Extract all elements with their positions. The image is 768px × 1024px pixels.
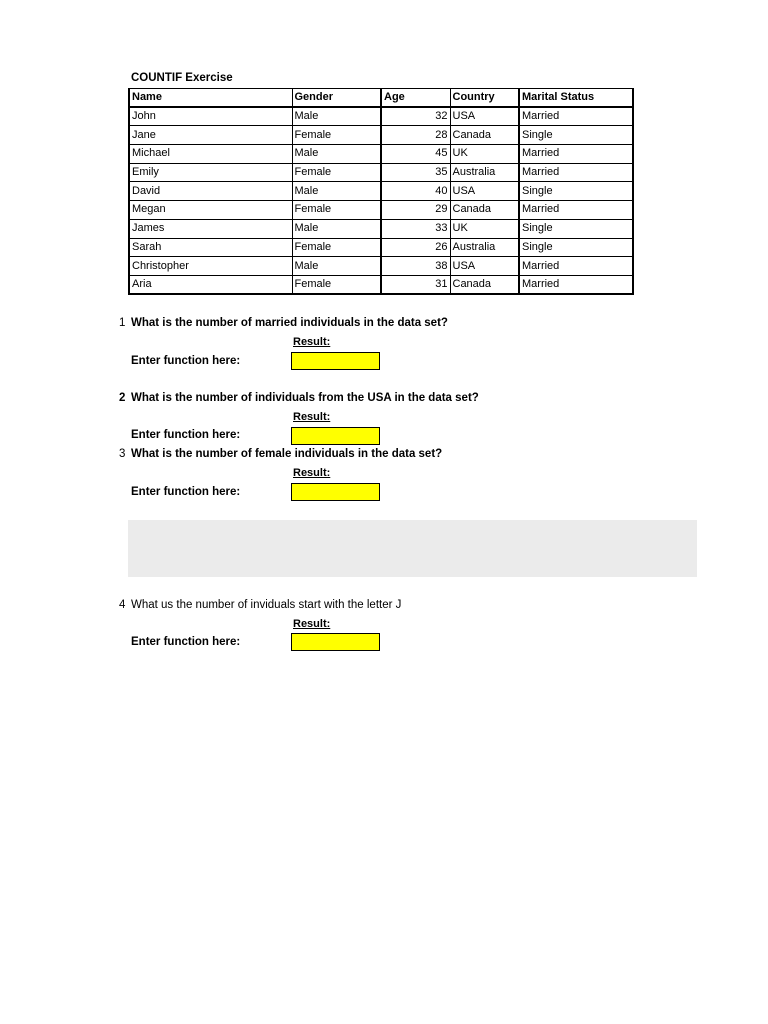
header-name[interactable]: Name [129,89,292,108]
cell-marital-status[interactable]: Married [519,163,633,182]
table-row [129,126,633,145]
cell-gender[interactable]: Female [292,238,381,257]
cell-marital-status[interactable]: Married [519,275,633,294]
header-marital-status[interactable]: Marital Status [519,89,633,108]
gray-placeholder-area [128,520,697,577]
cell-name[interactable]: Christopher [129,257,292,276]
question-number: 2 [119,392,126,404]
answer-cell-q3[interactable] [291,483,380,501]
cell-name[interactable]: John [129,107,292,126]
table-row [129,182,633,201]
enter-function-label: Enter function here: [131,429,241,441]
cell-age[interactable]: 29 [381,201,450,220]
result-label: Result: [293,336,331,348]
cell-marital-status[interactable]: Single [519,126,633,145]
question-number: 1 [119,317,126,329]
cell-country[interactable]: UK [450,145,519,164]
cell-age[interactable]: 38 [381,257,450,276]
table-row [129,163,633,182]
answer-cell-q4[interactable] [291,633,380,651]
answer-cell-q2[interactable] [291,427,380,445]
answer-cell-q1[interactable] [291,352,380,370]
header-gender[interactable]: Gender [292,89,381,108]
cell-age[interactable]: 40 [381,182,450,201]
cell-age[interactable]: 33 [381,219,450,238]
cell-gender[interactable]: Male [292,145,381,164]
cell-country[interactable]: UK [450,219,519,238]
cell-name[interactable]: Jane [129,126,292,145]
cell-marital-status[interactable]: Single [519,238,633,257]
cell-age[interactable]: 26 [381,238,450,257]
question-text: What is the number of female individuals in the data set? [131,448,443,460]
cell-age[interactable]: 35 [381,163,450,182]
table-row [129,257,633,276]
enter-function-label: Enter function here: [131,486,241,498]
cell-age[interactable]: 31 [381,275,450,294]
table-row [129,145,633,164]
cell-marital-status[interactable]: Single [519,182,633,201]
cell-country[interactable]: USA [450,182,519,201]
data-table [128,88,634,295]
result-label: Result: [293,618,331,630]
enter-function-label: Enter function here: [131,636,241,648]
table-row [129,275,633,294]
table-header-row [129,89,633,108]
question-text: What us the number of inviduals start with the letter J [131,599,402,611]
header-country[interactable]: Country [450,89,519,108]
table-row [129,107,633,126]
cell-gender[interactable]: Male [292,182,381,201]
cell-marital-status[interactable]: Married [519,107,633,126]
cell-name[interactable]: Emily [129,163,292,182]
cell-age[interactable]: 45 [381,145,450,164]
question-number: 3 [119,448,126,460]
cell-marital-status[interactable]: Married [519,145,633,164]
header-age[interactable]: Age [381,89,450,108]
result-label: Result: [293,467,331,479]
cell-gender[interactable]: Male [292,219,381,238]
cell-name[interactable]: Michael [129,145,292,164]
cell-country[interactable]: Canada [450,275,519,294]
table-row [129,238,633,257]
question-text: What is the number of individuals from the USA in the data set? [131,392,479,404]
cell-name[interactable]: Aria [129,275,292,294]
cell-gender[interactable]: Female [292,275,381,294]
cell-gender[interactable]: Female [292,163,381,182]
cell-country[interactable]: Australia [450,238,519,257]
table-row [129,201,633,220]
cell-name[interactable]: Sarah [129,238,292,257]
cell-name[interactable]: Megan [129,201,292,220]
cell-marital-status[interactable]: Single [519,219,633,238]
cell-name[interactable]: James [129,219,292,238]
cell-marital-status[interactable]: Married [519,257,633,276]
enter-function-label: Enter function here: [131,355,241,367]
cell-country[interactable]: USA [450,257,519,276]
cell-gender[interactable]: Female [292,126,381,145]
cell-age[interactable]: 28 [381,126,450,145]
cell-gender[interactable]: Female [292,201,381,220]
sheet-title: COUNTIF Exercise [131,72,233,84]
cell-name[interactable]: David [129,182,292,201]
cell-gender[interactable]: Male [292,257,381,276]
cell-country[interactable]: Canada [450,201,519,220]
cell-country[interactable]: Canada [450,126,519,145]
cell-country[interactable]: USA [450,107,519,126]
question-text: What is the number of married individuals in the data set? [131,317,448,329]
cell-gender[interactable]: Male [292,107,381,126]
cell-age[interactable]: 32 [381,107,450,126]
cell-marital-status[interactable]: Married [519,201,633,220]
table-row [129,219,633,238]
result-label: Result: [293,411,331,423]
cell-country[interactable]: Australia [450,163,519,182]
question-number: 4 [119,599,126,611]
